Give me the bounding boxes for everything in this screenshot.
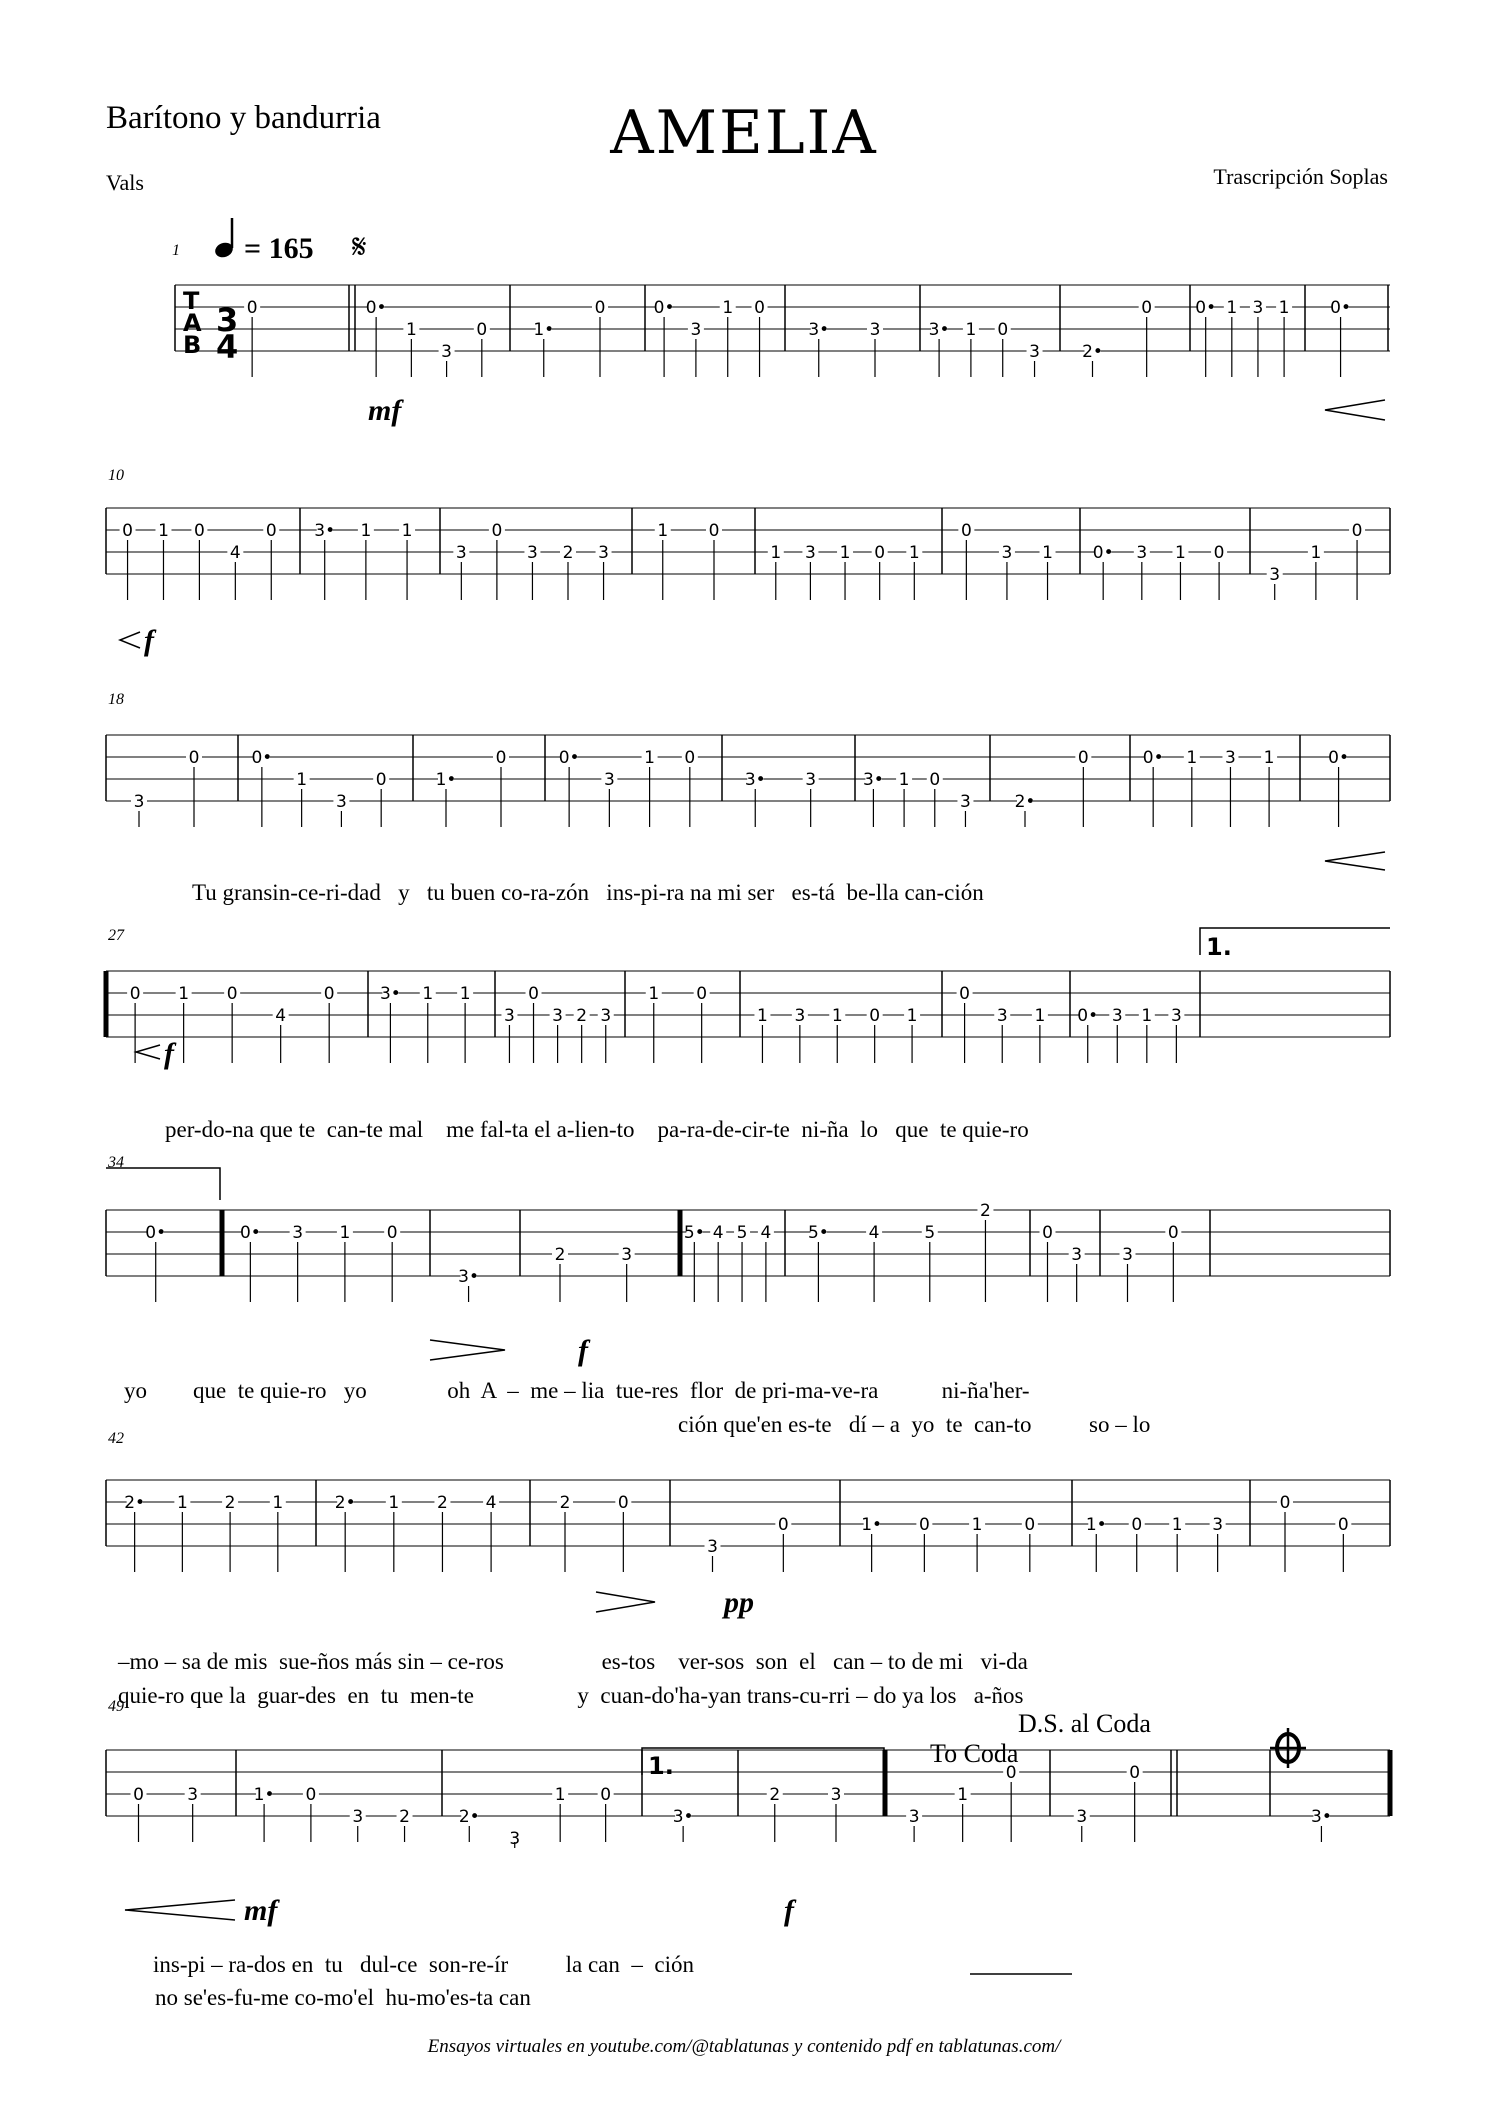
tab-fret-number: 0: [1213, 543, 1225, 563]
tab-fret-number: 1: [554, 1785, 566, 1805]
tab-fret-number: 4: [868, 1223, 880, 1243]
tab-fret-number: 1: [1141, 1006, 1153, 1026]
crescendo-hairpin: [120, 632, 140, 648]
tab-fret-number: 0: [708, 521, 720, 541]
tab-fret-number: 0•: [251, 748, 273, 768]
tab-fret-number: 3: [598, 543, 609, 563]
measure-number: 27: [108, 927, 124, 944]
tab-fret-number: 1: [971, 1515, 983, 1535]
tab-fret-number: 5: [736, 1223, 748, 1243]
tab-fret-number: 0: [918, 1515, 930, 1535]
tab-fret-number: 0: [122, 521, 133, 541]
tab-fret-number: 0: [323, 984, 335, 1004]
tab-fret-number: 0: [874, 543, 886, 563]
tab-fret-number: 1: [1171, 1515, 1183, 1535]
dynamic-f: f: [578, 1334, 588, 1367]
tab-fret-number: 0•: [365, 298, 387, 318]
tab-fret-number: 3: [603, 770, 615, 790]
tab-fret-number: 0•: [1142, 748, 1164, 768]
tab-fret-number: 1: [957, 1785, 969, 1805]
tab-fret-number: 2: [576, 1006, 588, 1026]
tab-fret-number: 3: [552, 1006, 564, 1026]
tab-fret-number: 0: [1024, 1515, 1036, 1535]
tab-fret-number: 1•: [533, 320, 555, 340]
time-signature-denominator: 4: [216, 328, 239, 366]
tab-fret-number: 3: [794, 1006, 806, 1026]
tab-fret-number: 0: [188, 748, 200, 768]
tab-fret-number: 0: [960, 521, 972, 541]
tab-fret-number: 3•: [928, 320, 950, 340]
tab-fret-number: 1•: [253, 1785, 275, 1805]
tab-fret-number: 0: [869, 1006, 881, 1026]
tab-fret-number: 0•: [1077, 1006, 1099, 1026]
tab-fret-number: 1: [1278, 298, 1290, 318]
tab-fret-number: 4: [275, 1006, 287, 1026]
tab-fret-number: 1: [176, 1493, 188, 1513]
lyrics-line: ins-pi – ra-dos en tu dul-ce son-re-ír la can – ción: [153, 1952, 694, 1977]
tab-fret-number: 3: [960, 792, 971, 812]
tab-fret-number: 0: [1337, 1515, 1349, 1535]
tab-fret-number: 2•: [124, 1493, 146, 1513]
tab-fret-number: 0: [1141, 298, 1153, 318]
lyrics-line: quie-ro que la guar-des en tu men-te y cuan-do'ha-yan trans-cu-rri – do ya los a-ños: [118, 1683, 1024, 1708]
tab-fret-number: 0•: [1092, 543, 1114, 563]
tab-fret-number: 3: [690, 320, 702, 340]
tab-fret-number: 3: [292, 1223, 304, 1243]
dynamic-f: f: [784, 1894, 794, 1927]
lyrics-line: ción que'en es-te dí – a yo te can-to so – lo: [678, 1412, 1151, 1437]
crescendo-hairpin: [1325, 852, 1385, 870]
tab-fret-number: 1: [1186, 748, 1198, 768]
tab-fret-number: 0: [305, 1785, 317, 1805]
tab-fret-number: 2: [980, 1201, 991, 1221]
tab-fret-number: 3: [804, 543, 816, 563]
tab-fret-number: 0: [476, 320, 488, 340]
tab-fret-number: 0: [133, 1785, 144, 1805]
tab-system: [175, 285, 1390, 377]
tab-fret-number: 3: [1170, 1006, 1182, 1026]
tab-fret-number: 3: [1212, 1515, 1224, 1535]
tab-fret-number: 0: [528, 984, 539, 1004]
tab-fret-number: 0: [754, 298, 765, 318]
tab-fret-number: 3: [504, 1006, 515, 1026]
tab-fret-number: 0•: [145, 1223, 167, 1243]
tab-fret-number: 1: [644, 748, 656, 768]
tab-fret-number: 1: [908, 543, 920, 563]
tab-fret-number: 2: [559, 1493, 571, 1513]
tab-fret-number: 1: [401, 521, 413, 541]
tab-fret-number: 1•: [861, 1515, 883, 1535]
tab-fret-number: 1: [757, 1006, 768, 1026]
instrument-label: Barítono y bandurria: [106, 100, 381, 136]
tab-fret-number: 3•: [458, 1267, 479, 1287]
tab-fret-number: 3: [996, 1006, 1008, 1026]
tab-fret-number: 0•: [558, 748, 580, 768]
tab-fret-number: 3: [1001, 543, 1013, 563]
volta-bracket: [106, 928, 1390, 1200]
tab-fret-number: 5•: [683, 1223, 705, 1243]
tab-system: [106, 508, 1390, 600]
tab-fret-number: 3: [441, 342, 453, 362]
dynamic-f: f: [164, 1037, 174, 1070]
tab-fret-number: 1: [422, 984, 434, 1004]
tab-fret-number: 4: [229, 543, 241, 563]
lyrics-line: no se'es-fu-me co-mo'el hu-mo'es-ta can: [155, 1985, 531, 2010]
tab-fret-number: 1: [272, 1493, 284, 1513]
tab-fret-number: 3: [1029, 342, 1040, 362]
tab-fret-number: 1: [722, 298, 734, 318]
tab-fret-number: 0: [1279, 1493, 1291, 1513]
tab-fret-number: 0: [617, 1493, 629, 1513]
lyrics-line: Tu gransin-ce-ri-dad y tu buen co-ra-zón ins-pi-ra na mi ser es-tá be-lla can-ción: [192, 880, 984, 905]
tab-fret-number: 0: [491, 521, 503, 541]
tab-fret-number: 0: [997, 320, 1009, 340]
tab-fret-number: 0: [959, 984, 971, 1004]
tab-fret-number: 1: [360, 521, 372, 541]
tab-fret-number: 1•: [435, 770, 457, 790]
tab-fret-number: 0: [1131, 1515, 1143, 1535]
tab-fret-number: 0: [929, 770, 941, 790]
time-signature-numerator: 3: [216, 301, 239, 339]
tab-fret-number: 0•: [1195, 298, 1217, 318]
song-title: AMELIA: [610, 98, 878, 168]
tab-fret-number: 0: [193, 521, 205, 541]
tab-fret-number: 1: [296, 770, 308, 790]
measure-number: 34: [108, 1154, 124, 1171]
tab-fret-number: 0•: [1328, 748, 1349, 768]
tab-fret-number: 0: [1351, 521, 1363, 541]
tab-fret-number: 5: [924, 1223, 936, 1243]
tab-fret-number: 1: [388, 1493, 400, 1513]
tab-fret-number: 3: [133, 792, 145, 812]
tab-fret-number: 1: [770, 543, 782, 563]
tab-fret-number: 2: [554, 1245, 566, 1265]
tab-fret-number: 1: [178, 984, 190, 1004]
tab-fret-number: 0: [600, 1785, 612, 1805]
tab-fret-number: 3: [1269, 565, 1281, 585]
tab-fret-number: 3•: [672, 1807, 694, 1827]
tab-fret-number: 1: [1175, 543, 1186, 563]
tab-fret-number: 3: [830, 1785, 842, 1805]
tab-fret-number: 1: [1034, 1006, 1046, 1026]
tab-clef-b: B: [183, 331, 202, 359]
tab-fret-number: 3: [527, 543, 538, 563]
tab-fret-number: 0: [265, 521, 277, 541]
tab-fret-number: 1: [405, 320, 417, 340]
lyrics-line: per-do-na que te can-te mal me fal-ta el a-lien-to pa-ra-de-cir-te ni-ña lo que te quie-ro: [165, 1117, 1029, 1142]
tab-fret-number: 2: [562, 543, 574, 563]
tab-fret-number: 4: [712, 1223, 724, 1243]
tab-fret-number: 3•: [744, 770, 766, 790]
segno-icon: 𝄋: [352, 227, 367, 267]
tab-fret-number: 5•: [807, 1223, 829, 1243]
tab-system: [106, 735, 1390, 827]
tab-system: [106, 1201, 1390, 1302]
tab-fret-number: 2: [224, 1493, 236, 1513]
tab-fret-number: 0: [386, 1223, 398, 1243]
tab-fret-number: 3: [187, 1785, 199, 1805]
tab-fret-number: 3: [621, 1245, 633, 1265]
tab-fret-number: 2: [399, 1807, 410, 1827]
crescendo-hairpin: [136, 1045, 160, 1059]
tab-fret-number: 0: [129, 984, 141, 1004]
tab-fret-number: 3•: [862, 770, 884, 790]
tab-fret-number: 3: [805, 770, 817, 790]
tab-fret-number: 3: [1225, 748, 1236, 768]
tab-fret-number: 0•: [653, 298, 675, 318]
tab-fret-number: 2•: [1082, 342, 1103, 362]
coda-icon: [1270, 1728, 1306, 1768]
tab-fret-number: 1: [906, 1006, 918, 1026]
tab-fret-number: 0: [246, 298, 258, 318]
tab-clef-t: T: [183, 287, 200, 315]
tab-fret-number: 3: [509, 1829, 521, 1849]
measure-number: 1: [172, 242, 180, 259]
crescendo-hairpin: [125, 1900, 235, 1920]
tab-fret-number: 0: [1129, 1763, 1141, 1783]
tab-fret-number: 1: [1226, 298, 1238, 318]
tab-fret-number: 3: [1122, 1245, 1133, 1265]
tab-fret-number: 2: [769, 1785, 781, 1805]
svg-text:1.: 1.: [1206, 933, 1232, 961]
measure-number: 10: [108, 467, 124, 484]
tab-fret-number: 2•: [458, 1807, 480, 1827]
transcription-credit: Trascripción Soplas: [1213, 164, 1388, 189]
tab-fret-number: 0: [1005, 1763, 1017, 1783]
tab-fret-number: 0: [495, 748, 507, 768]
tab-fret-number: 1: [1263, 748, 1275, 768]
quarter-note-icon: [213, 218, 235, 260]
tab-fret-number: 0•: [1330, 298, 1351, 318]
to-coda-marker: To Coda: [930, 1739, 1019, 1768]
tab-fret-number: 4: [485, 1493, 497, 1513]
tab-fret-number: 3•: [314, 521, 336, 541]
tab-fret-number: 3: [335, 792, 347, 812]
tab-fret-number: 1: [1310, 543, 1322, 563]
tab-fret-number: 3: [1071, 1245, 1083, 1265]
dynamic-mf: mf: [368, 394, 402, 427]
tab-fret-number: 3: [455, 543, 467, 563]
decrescendo-hairpin: [596, 1592, 655, 1612]
measure-number: 18: [108, 691, 124, 708]
tab-fret-number: 3•: [379, 984, 401, 1004]
tab-fret-number: 3: [1252, 298, 1264, 318]
tab-fret-number: 1: [339, 1223, 351, 1243]
svg-text:1.: 1.: [648, 1752, 674, 1780]
tab-fret-number: 0: [1167, 1223, 1179, 1243]
tab-fret-number: 3: [908, 1807, 920, 1827]
tab-clef-a: A: [183, 309, 202, 337]
tab-fret-number: 1: [459, 984, 471, 1004]
crescendo-hairpin: [1325, 400, 1385, 420]
tab-fret-number: 1: [1042, 543, 1053, 563]
lyrics-line: yo que te quie-ro yo oh A – me – lia tue-res flor de pri-ma-ve-ra ni-ña'her-: [124, 1378, 1030, 1403]
dynamic-pp: pp: [724, 1586, 754, 1619]
tab-fret-number: 1•: [1085, 1515, 1107, 1535]
tab-fret-number: 1: [839, 543, 851, 563]
tab-fret-number: 3: [707, 1537, 718, 1557]
tab-fret-number: 0: [226, 984, 238, 1004]
lyrics-line: –mo – sa de mis sue-ños más sin – ce-ros es-tos ver-sos son el can – to de mi vi-da: [118, 1649, 1028, 1674]
dynamic-f: f: [144, 624, 154, 657]
tab-fret-number: 3•: [808, 320, 830, 340]
footer-credits: Ensayos virtuales en youtube.com/@tablatunas y contenido pdf en tablatunas.com/: [427, 2036, 1061, 2057]
tab-fret-number: 3•: [1311, 1807, 1332, 1827]
tab-fret-number: 0•: [239, 1223, 261, 1243]
tab-fret-number: 1: [158, 521, 169, 541]
tab-fret-number: 1: [831, 1006, 843, 1026]
tab-fret-number: 0: [375, 770, 387, 790]
tab-fret-number: 3: [352, 1807, 364, 1827]
tab-fret-number: 2: [437, 1493, 448, 1513]
decrescendo-hairpin: [430, 1340, 505, 1360]
measure-number: 49: [108, 1698, 124, 1715]
tab-system: [106, 971, 1390, 1063]
tab-fret-number: 3: [1136, 543, 1148, 563]
tab-fret-number: 1: [898, 770, 910, 790]
tab-fret-number: 2•: [1014, 792, 1036, 812]
tab-fret-number: 3: [1076, 1807, 1088, 1827]
volta-bracket: [642, 1748, 884, 1780]
tab-fret-number: 0: [696, 984, 708, 1004]
tab-fret-number: 3: [600, 1006, 612, 1026]
tab-fret-number: 0: [1042, 1223, 1053, 1243]
tab-system: [106, 1750, 1390, 1849]
ds-al-coda-marker: D.S. al Coda: [1018, 1709, 1151, 1738]
tab-fret-number: 1: [648, 984, 660, 1004]
tab-fret-number: 3: [869, 320, 881, 340]
tab-fret-number: 0: [684, 748, 696, 768]
tab-fret-number: 2•: [334, 1493, 356, 1513]
tab-fret-number: 4: [760, 1223, 772, 1243]
tab-fret-number: 0: [1077, 748, 1089, 768]
tab-system: [106, 1480, 1390, 1572]
tab-fret-number: 0: [777, 1515, 789, 1535]
dynamic-mf: mf: [244, 1894, 278, 1927]
tab-fret-number: 0: [594, 298, 606, 318]
style-label: Vals: [106, 170, 144, 195]
tempo-marking: = 165: [244, 232, 314, 265]
tab-fret-number: 3: [1111, 1006, 1123, 1026]
tab-fret-number: 1: [965, 320, 977, 340]
tab-fret-number: 1: [657, 521, 669, 541]
measure-number: 42: [108, 1430, 124, 1447]
